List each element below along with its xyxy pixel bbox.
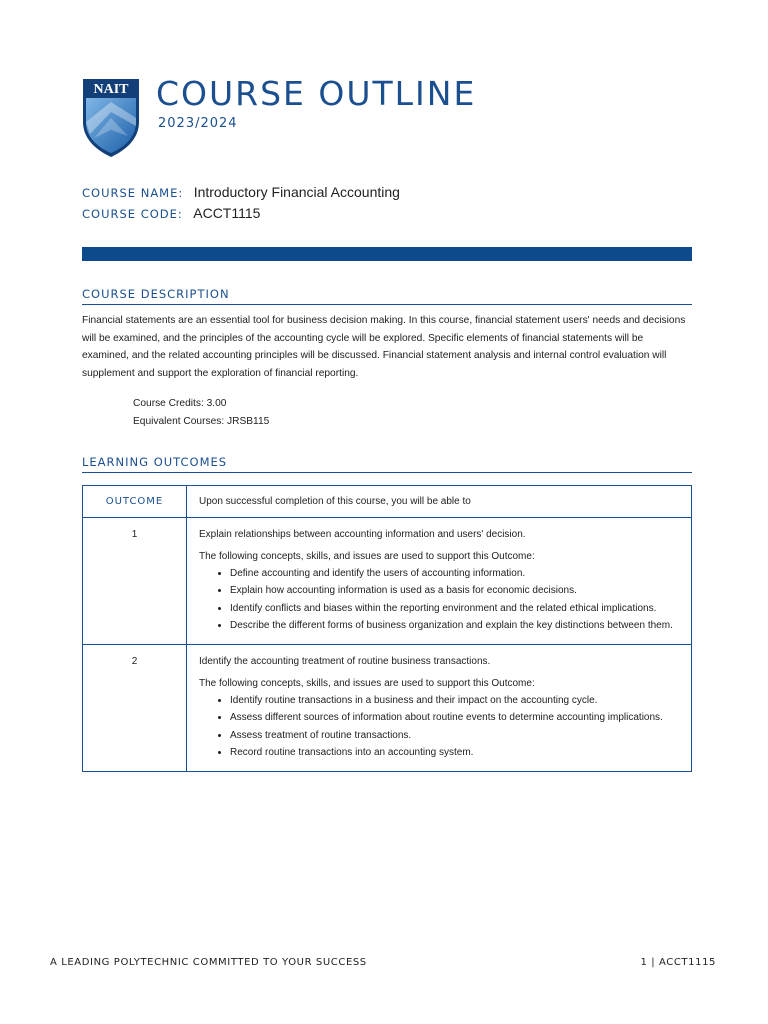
table-header-row bbox=[83, 486, 692, 518]
header-divider-bar bbox=[82, 247, 692, 261]
table-row bbox=[83, 518, 692, 645]
logo-text: NAIT bbox=[93, 82, 129, 97]
outcome-support-text: The following concepts, skills, and issues are used to support this Outcome: bbox=[199, 551, 535, 562]
list-item: • Define accounting and identify the users of accounting information. bbox=[230, 565, 679, 582]
list-item: • Identify routine transactions in a business and their impact on the accounting cycle. bbox=[230, 692, 679, 709]
equivalent-courses: Equivalent Courses: JRSB115 bbox=[133, 416, 270, 427]
page-title: COURSE OUTLINE bbox=[156, 74, 477, 113]
outcome-support-text: The following concepts, skills, and issues are used to support this Outcome: bbox=[199, 678, 535, 690]
course-description-heading: COURSE DESCRIPTION bbox=[82, 287, 692, 305]
course-code-label: COURSE CODE: bbox=[82, 207, 183, 221]
course-code-value: ACCT1115 bbox=[193, 205, 261, 221]
course-name-value: Introductory Financial Accounting bbox=[193, 184, 400, 200]
footer-tagline: A LEADING POLYTECHNIC COMMITTED TO YOUR SUCCESS bbox=[50, 957, 367, 968]
outcome-number: 1 bbox=[83, 518, 187, 645]
outcome-title: Identify the accounting treatment of routine business transactions. bbox=[199, 656, 491, 668]
nait-logo bbox=[82, 78, 140, 158]
outcome-items bbox=[199, 692, 679, 761]
outcome-column-header: OUTCOME bbox=[105, 496, 164, 507]
list-item: • Explain how accounting information is used as a basis for economic decisions. bbox=[230, 582, 679, 599]
outcome-number: 2 bbox=[83, 645, 187, 772]
list-item: • Assess treatment of routine transactions. bbox=[230, 727, 679, 744]
footer-page-number: 1 | ACCT1115 bbox=[640, 957, 716, 968]
list-item: • Record routine transactions into an accounting system. bbox=[230, 744, 679, 761]
course-name-label: COURSE NAME: bbox=[82, 186, 184, 200]
list-item: • Assess different sources of information about routine events to determine accounting implications. bbox=[230, 709, 679, 726]
learning-outcomes-heading: LEARNING OUTCOMES bbox=[82, 455, 692, 473]
course-description-text: Financial statements are an essential tool for business decision making. In this course, financial statement users' needs and decisions will be examined, and the principles of the accounting cycle will be explored. Specific elements of financial statements will be examined, and the related accounting principles will be discussed. Financial statement analysis and internal control evaluation will supplement and support the exploration of financial reporting. bbox=[82, 315, 686, 379]
outcome-items bbox=[199, 565, 679, 634]
list-item: • Describe the different forms of business organization and explain the key distinctions between them. bbox=[230, 617, 679, 634]
learning-outcomes-table bbox=[82, 485, 692, 772]
course-code-row bbox=[82, 205, 260, 223]
list-item: • Identify conflicts and biases within the reporting environment and the related ethical implications. bbox=[230, 600, 679, 617]
table-row bbox=[83, 645, 692, 772]
course-name-row bbox=[82, 184, 400, 202]
course-credits: Course Credits: 3.00 bbox=[133, 398, 227, 409]
outcome-title: Explain relationships between accounting information and users' decision. bbox=[199, 529, 526, 540]
academic-year: 2023/2024 bbox=[158, 116, 238, 131]
outcome-intro: Upon successful completion of this course, you will be able to bbox=[199, 496, 471, 507]
